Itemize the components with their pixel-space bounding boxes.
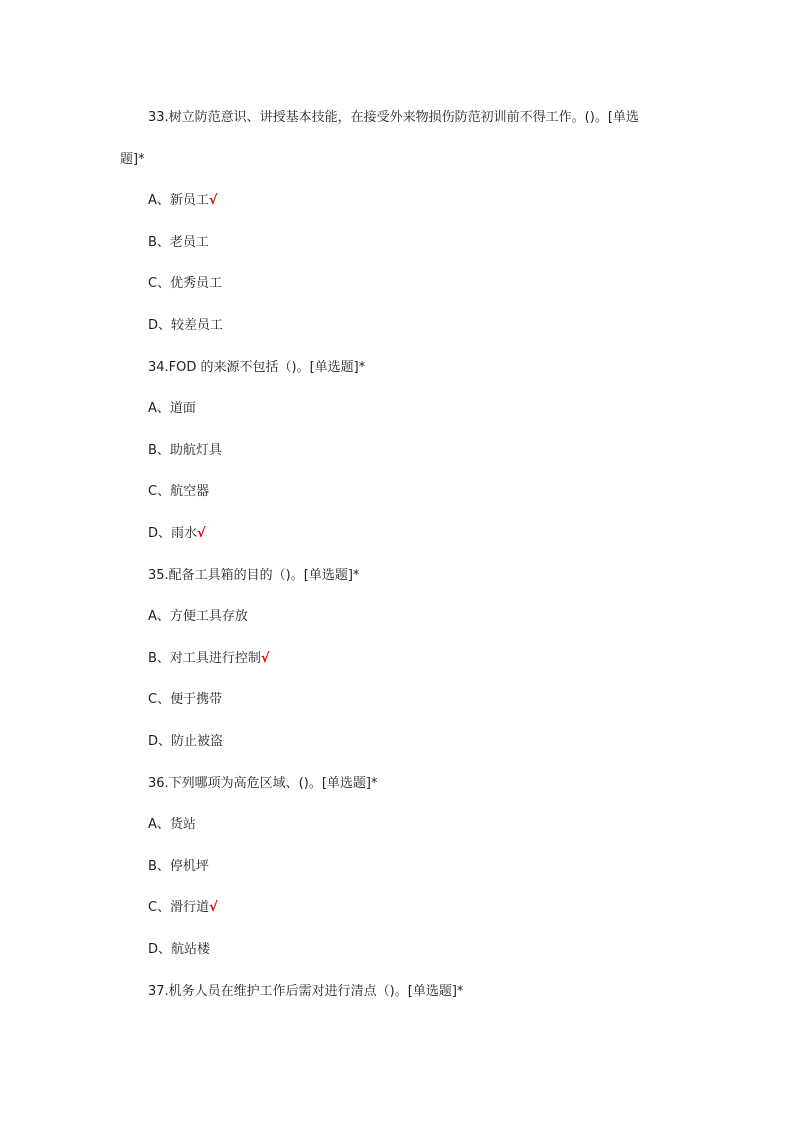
option-text: C、滑行道 bbox=[148, 900, 210, 915]
correct-check-mark: √ bbox=[209, 900, 218, 915]
correct-check-mark: √ bbox=[260, 651, 270, 666]
question-35-stem: 35.配备工具箱的目的（)。[单选题]* bbox=[148, 568, 360, 583]
correct-check-mark: √ bbox=[197, 526, 206, 541]
question-33-option-c: C、优秀员工 bbox=[148, 276, 223, 291]
question-35-option-d: D、防止被盗 bbox=[148, 734, 224, 749]
question-34-stem: 34.FOD 的来源不包括（)。[单选题]* bbox=[148, 360, 366, 375]
question-36-option-d: D、航站楼 bbox=[148, 942, 211, 957]
question-36-option-b: B、停机坪 bbox=[148, 859, 209, 874]
option-text: A、新员工 bbox=[148, 193, 209, 208]
question-36-option-a: A、货站 bbox=[148, 817, 196, 832]
option-text: D、雨水 bbox=[148, 526, 198, 541]
question-33-stem: 33.树立防范意识、讲授基本技能，在接受外来物损伤防范初训前不得工作。()。[单选 bbox=[148, 110, 639, 125]
question-34-option-b: B、助航灯具 bbox=[148, 443, 222, 458]
question-36-stem: 36.下列哪项为高危区域、()。[单选题]* bbox=[148, 776, 378, 791]
option-text: B、对工具进行控制 bbox=[148, 651, 261, 666]
question-35-option-a: A、方便工具存放 bbox=[148, 609, 248, 624]
question-34-option-a: A、道面 bbox=[148, 401, 196, 416]
question-34-option-c: C、航空器 bbox=[148, 484, 210, 499]
question-33-option-a bbox=[148, 192, 218, 210]
question-35-option-c: C、便于携带 bbox=[148, 692, 223, 707]
question-33-option-b: B、老员工 bbox=[148, 235, 209, 250]
question-33-option-d: D、较差员工 bbox=[148, 318, 224, 333]
question-37-stem: 37.机务人员在维护工作后需对进行清点（)。[单选题]* bbox=[148, 984, 464, 999]
question-35-option-b bbox=[148, 650, 270, 668]
question-34-option-d bbox=[148, 525, 206, 543]
correct-check-mark: √ bbox=[208, 193, 218, 208]
question-36-option-c bbox=[148, 899, 218, 917]
question-33-stem-continued: 题]* bbox=[120, 152, 145, 167]
